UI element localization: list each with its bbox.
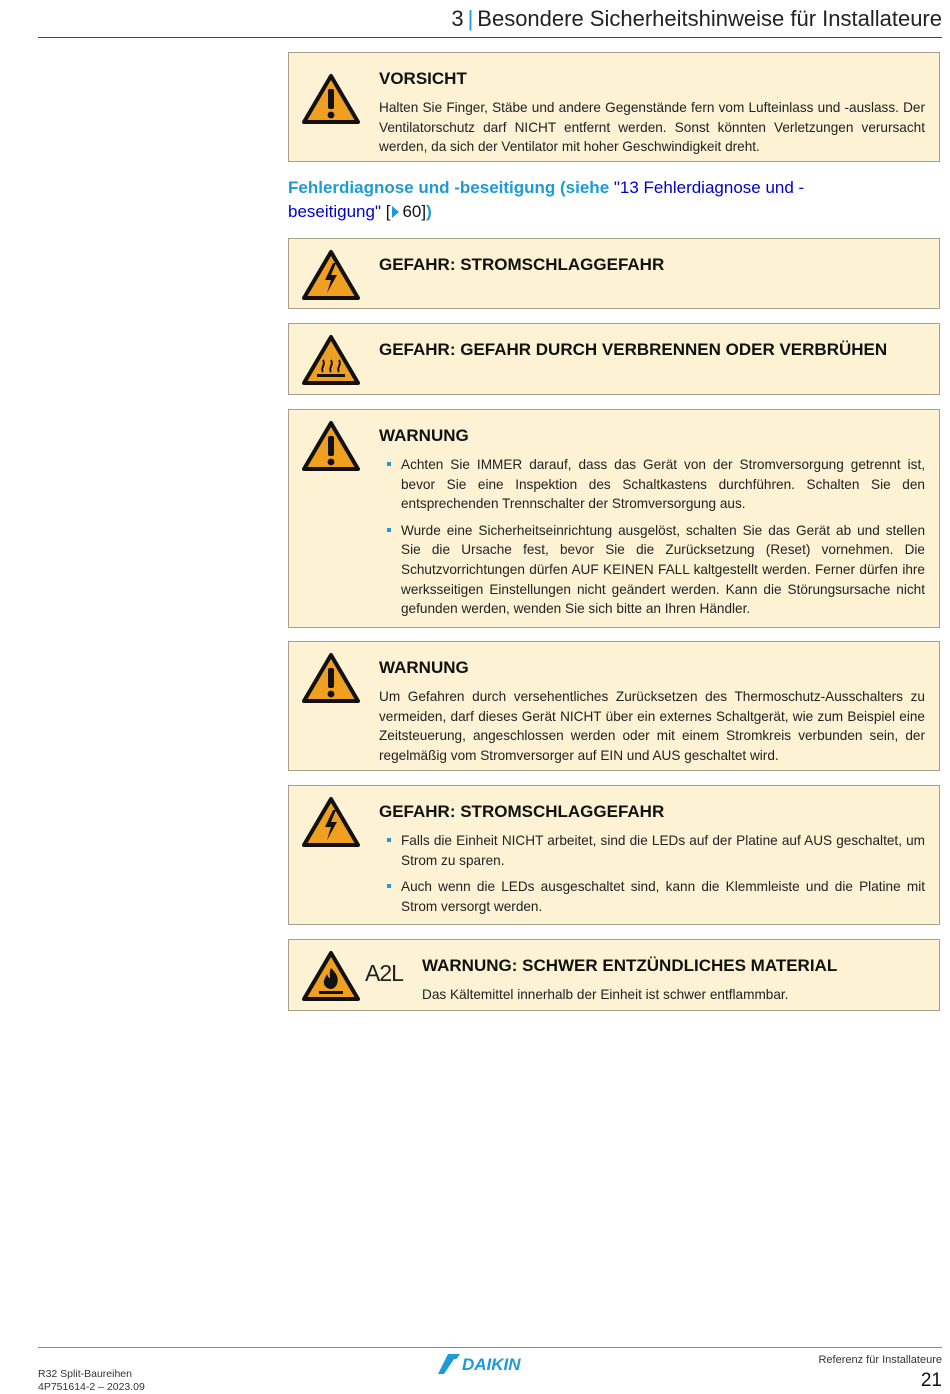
warning-2-text: Um Gefahren durch versehentliches Zurücksetzen des Thermoschutz-Ausschalters zu vermeiden, darf dieses Gerät NICHT über ein externes Schaltgerät, wie zum Beispiel eine Zeitsteuerung, angeschlossen werden oder mit einem Stromkreis verbunden sein, der regelmäßig vom Stromversorger auf EIN und AUS geschaltet wird.	[379, 689, 925, 763]
electric-shock-icon	[301, 796, 361, 848]
page-number: 21	[920, 1370, 942, 1391]
hot-surface-icon	[301, 334, 361, 386]
list-item: Achten Sie IMMER darauf, dass das Gerät von der Stromversorgung getrennt ist, bevor Sie eine Inspektion des Schaltkastens durchführen. Schalten Sie den entsprechenden Trennschalter der Stromversorgung aus.	[379, 455, 925, 514]
warning-flammable-title: WARNUNG: SCHWER ENTZÜNDLICHES MATERIAL	[422, 956, 838, 975]
svg-text:DAIKIN: DAIKIN	[462, 1355, 521, 1374]
danger-burn-title: GEFAHR: GEFAHR DURCH VERBRENNEN ODER VERBRÜHEN	[379, 340, 888, 359]
list-item: Wurde eine Sicherheitseinrichtung ausgelöst, schalten Sie das Gerät ab und stellen Sie die Ursache fest, bevor Sie die Zurücksetzung (Reset) vornehmen. Die Schutzvorrichtungen dürfen AUF KEINEN FALL kaltgestellt werden. Ferner dürfen ihre werksseitigen Einstellungen nicht geändert werden. Kann die Störungsursache nicht gefunden werden, wenden Sie sich bitte an Ihren Händler.	[379, 521, 925, 619]
chapter-heading: 3 | Besondere Sicherheitshinweise für Installateure	[451, 6, 942, 31]
caution-title: VORSICHT	[379, 69, 467, 88]
section-heading: Fehlerdiagnose und -beseitigung (siehe "13 Fehlerdiagnose und -beseitigung" [ 60])	[288, 178, 805, 221]
list-item: Auch wenn die LEDs ausgeschaltet sind, kann die Klemmleiste und die Platine mit Strom versorgt werden.	[379, 877, 925, 916]
caution-box	[288, 52, 940, 162]
chapter-title: Besondere Sicherheitshinweise für Installateure	[477, 6, 942, 31]
chapter-number: 3	[451, 6, 464, 31]
document-id: 4P751614-2 – 2023.09	[38, 1381, 145, 1393]
danger-electric-box	[288, 238, 940, 309]
electric-shock-icon	[301, 249, 361, 301]
danger-electric-title: GEFAHR: STROMSCHLAGGEFAHR	[379, 255, 665, 274]
flammable-icon	[301, 950, 361, 1002]
danger-electric-box-2	[288, 785, 940, 925]
product-name: R32 Split-Baureihen	[38, 1368, 132, 1380]
footer-divider	[38, 1347, 942, 1348]
danger-burn-box	[288, 323, 940, 395]
section-link[interactable]: "13 Fehlerdiagnose und -beseitigung"	[288, 178, 805, 221]
daikin-logo	[438, 1353, 542, 1375]
warning-box-1	[288, 409, 940, 628]
danger-electric-2-title: GEFAHR: STROMSCHLAGGEFAHR	[379, 802, 665, 821]
warning-exclamation-icon	[301, 73, 361, 125]
a2l-label: A2L	[365, 960, 403, 986]
warning-1-list	[379, 455, 925, 626]
warning-box-2	[288, 641, 940, 771]
warning-flammable-text: Das Kältemittel innerhalb der Einheit ist schwer entflammbar.	[422, 987, 789, 1002]
warning-1-title: WARNUNG	[379, 426, 469, 445]
warning-flammable-box	[288, 939, 940, 1011]
page-ref-arrow-icon	[392, 206, 399, 218]
list-item: Falls die Einheit NICHT arbeitet, sind die LEDs auf der Platine auf AUS geschaltet, um Strom zu sparen.	[379, 831, 925, 870]
warning-2-title: WARNUNG	[379, 658, 469, 677]
document-type: Referenz für Installateure	[818, 1354, 942, 1366]
warning-exclamation-icon	[301, 652, 361, 704]
warning-exclamation-icon	[301, 420, 361, 472]
footer-left	[38, 1368, 145, 1394]
page-ref-link[interactable]: 60	[402, 202, 422, 221]
danger-electric-2-list	[379, 831, 925, 923]
caution-text: Halten Sie Finger, Stäbe und andere Gegenstände fern vom Lufteinlass und -auslass. Der Ventilatorschutz darf NICHT entfernt werden. Sonst könnten Verletzungen verursacht werden, da sich der Ventilator mit hoher Geschwindigkeit dreht.	[379, 100, 925, 155]
page-header	[38, 0, 942, 38]
